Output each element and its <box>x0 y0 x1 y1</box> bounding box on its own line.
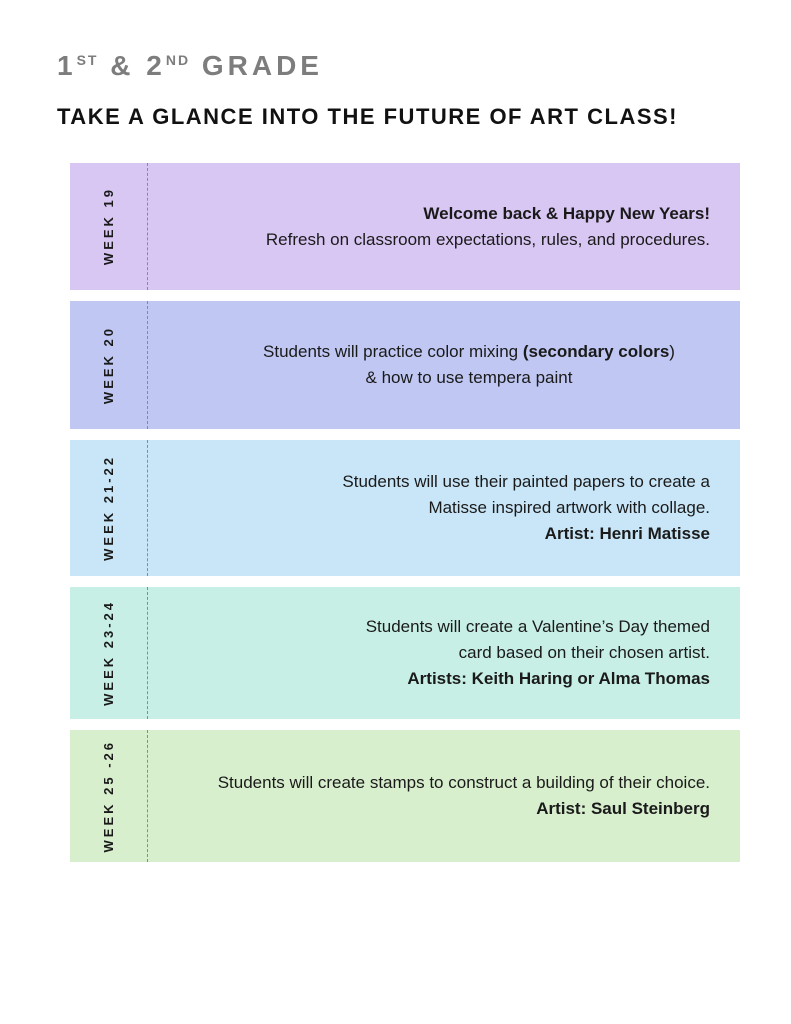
schedule-row-5 <box>70 730 740 862</box>
text: Students will create stamps to construct a building of their choice. <box>217 773 710 792</box>
bold-text: Artists: Keith Haring or Alma Thomas <box>407 669 710 688</box>
row-content <box>148 440 740 576</box>
page-header <box>0 0 791 130</box>
text: Students will create a Valentine’s Day themed <box>365 617 710 636</box>
text: & how to use tempera paint <box>365 368 573 387</box>
grade-number-1: 1 <box>57 50 77 81</box>
grade-ordinal-2: ND <box>165 52 191 68</box>
schedule-table <box>70 163 740 862</box>
schedule-line <box>162 770 710 796</box>
schedule-line <box>162 666 710 692</box>
bold-text: Artist: Saul Steinberg <box>536 799 710 818</box>
grade-ordinal-1: ST <box>76 52 99 68</box>
schedule-line <box>228 365 710 391</box>
week-label: WEEK 19 <box>101 187 116 266</box>
row-content <box>148 730 740 862</box>
schedule-line <box>162 495 710 521</box>
schedule-line <box>228 339 710 365</box>
page-title: TAKE A GLANCE INTO THE FUTURE OF ART CLASS! <box>57 104 678 129</box>
week-column <box>70 163 147 290</box>
week-label: WEEK 20 <box>101 325 116 405</box>
row-content <box>148 163 740 290</box>
grade-ampersand: & <box>98 50 147 81</box>
schedule-line <box>162 201 710 227</box>
text: card based on their chosen artist. <box>458 643 710 662</box>
grade-title <box>57 52 791 80</box>
week-label: WEEK 21-22 <box>101 455 116 561</box>
text: Students will practice color mixing <box>263 342 523 361</box>
schedule-line <box>162 521 710 547</box>
grade-word: GRADE <box>190 50 323 81</box>
grade-number-2: 2 <box>146 50 166 81</box>
week-column <box>70 301 147 429</box>
bold-text: (secondary colors <box>522 342 670 361</box>
text: ) <box>669 342 675 361</box>
schedule-row-4 <box>70 587 740 719</box>
week-label: WEEK 25 -26 <box>101 739 116 853</box>
schedule-line <box>162 227 710 253</box>
schedule-row-2 <box>70 301 740 429</box>
week-column <box>70 730 147 862</box>
week-column <box>70 587 147 719</box>
schedule-row-1 <box>70 163 740 290</box>
bold-text: Welcome back & Happy New Years! <box>423 203 710 223</box>
week-column <box>70 440 147 576</box>
week-label: WEEK 23-24 <box>101 600 116 706</box>
row-content <box>148 301 740 429</box>
text: Matisse inspired artwork with collage. <box>428 498 710 517</box>
schedule-line <box>162 614 710 640</box>
schedule-line <box>162 640 710 666</box>
text: Students will use their painted papers to create a <box>342 472 710 491</box>
schedule-line <box>162 469 710 495</box>
schedule-row-3 <box>70 440 740 576</box>
bold-text: Artist: Henri Matisse <box>544 524 710 543</box>
text: Refresh on classroom expectations, rules, and procedures. <box>265 229 710 249</box>
schedule-line <box>162 796 710 822</box>
row-content <box>148 587 740 719</box>
